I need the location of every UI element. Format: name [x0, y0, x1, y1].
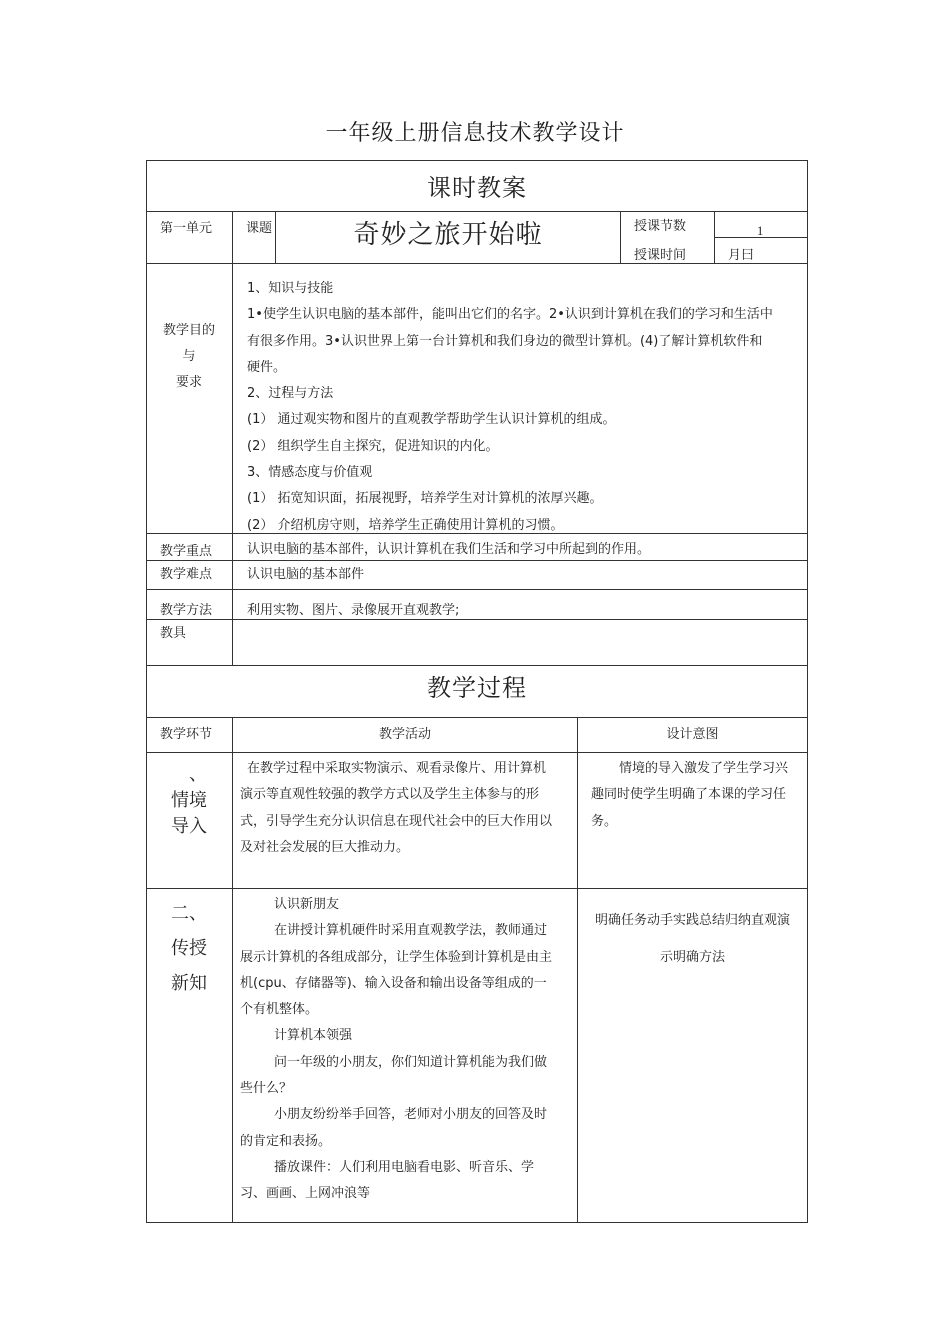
topic-label: 课题 [246, 221, 273, 236]
stage2-activity-line: 些什么？ [240, 1081, 293, 1097]
objectives-label-line3: 要求 [175, 375, 202, 390]
stage2-activity-line: 认识新朋友 [274, 897, 340, 912]
header-stage: 教学环节 [160, 727, 213, 742]
objectives-content [247, 276, 805, 539]
objectives-line: 有很多作用。3•认识世界上第一台计算机和我们身边的微型计算机。(4)了解计算机软件和 [247, 333, 763, 349]
rule-below-stage1 [146, 888, 808, 889]
col-divider-periods [714, 211, 715, 263]
objectives-line: (2） 介绍机房守则，培养学生正确使用计算机的习惯。 [247, 517, 564, 533]
key-point-label: 教学重点 [160, 544, 213, 559]
periods-label: 授课节数 [634, 219, 687, 234]
col-divider-stage [232, 717, 233, 1223]
stage2-activity-line: 问一年级的小朋友，你们知道计算机能为我们做 [274, 1054, 548, 1070]
stage1-activity [240, 756, 575, 861]
stage1-mark: 、 [189, 764, 207, 785]
rule-below-process-headers [146, 752, 808, 753]
stage2-activity-line: 的肯定和表扬。 [240, 1133, 332, 1149]
stage2-activity-line: 在讲授计算机硬件时采用直观教学法，教师通过 [274, 923, 548, 939]
objectives-line: (2） 组织学生自主探究，促进知识的内化。 [247, 438, 499, 454]
process-heading: 教学过程 [427, 674, 527, 702]
objectives-label [146, 318, 232, 396]
periods-value: 1 [757, 224, 764, 238]
stage2-name [146, 896, 232, 1001]
stage1-name-line2: 导入 [171, 816, 207, 837]
stage2-activity-line: 计算机本领强 [274, 1028, 353, 1044]
rule-below-heading [146, 211, 808, 212]
stage1-name [146, 762, 232, 840]
rule-top [146, 160, 808, 161]
stage2-activity-line: 机(cpu、存储器等)、输入设备和输出设备等组成的一 [240, 975, 547, 991]
stage1-activity-line: 演示等直观性较强的教学方式以及学生主体参与的形 [240, 787, 540, 803]
stage1-activity-line: 及对社会发展的巨大推动力。 [240, 839, 410, 855]
time-label: 授课时间 [634, 248, 687, 263]
stage2-intent-line: 示明确方法 [659, 950, 725, 965]
stage2-activity-line: 习、画画、上网冲浪等 [240, 1186, 371, 1202]
difficulty-label: 教学难点 [160, 567, 213, 582]
col-divider-topic [620, 211, 621, 263]
stage2-activity-line: 小朋友纷纷举手回答，老师对小朋友的回答及时 [274, 1107, 548, 1123]
stage1-activity-line: 式，引导学生充分认识信息在现代社会中的巨大作用以 [240, 813, 553, 829]
tools-label: 教具 [160, 626, 187, 641]
rule-bottom [146, 1222, 808, 1223]
method-value: 利用实物、图片、录像展开直观教学; [247, 603, 460, 618]
stage2-activity-line: 播放课件：人们利用电脑看电影、听音乐、学 [274, 1159, 535, 1175]
objectives-line: 3、情感态度与价值观 [247, 465, 373, 481]
stage2-activity-line: 展示计算机的各组成部分，让学生体验到计算机是由主 [240, 949, 553, 965]
stage1-activity-line: 在教学过程中采取实物演示、观看录像片、用计算机 [247, 761, 547, 776]
topic-title: 奇妙之旅开始啦 [353, 220, 543, 250]
objectives-label-line1: 教学目的 [162, 323, 215, 338]
stage2-activity-line: 个有机整体。 [240, 1002, 319, 1018]
stage1-name-line1: 情境 [171, 790, 207, 811]
objectives-line: (1） 通过观实物和图片的直观教学帮助学生认识计算机的组成。 [247, 412, 616, 428]
stage2-mark: 二、 [171, 903, 207, 924]
col-divider-label [232, 211, 233, 666]
stage2-activity [240, 892, 575, 1208]
objectives-line: 硬件。 [247, 359, 287, 375]
rule-below-tools [146, 665, 808, 666]
objectives-line: 1•使学生认识电脑的基本部件，能叫出它们的名字。2•认识到计算机在我们的学习和生活中 [247, 307, 773, 323]
stage1-intent-line: 务。 [591, 813, 618, 829]
rule-below-method [146, 619, 808, 620]
stage2-intent-line: 明确任务动手实践总结归纳直观演 [594, 913, 790, 928]
rule-below-info [146, 263, 808, 264]
time-value: 月曰 [728, 248, 755, 263]
stage2-name-line2: 新知 [171, 973, 207, 994]
lesson-plan-heading: 课时教案 [427, 174, 527, 202]
stage1-intent [591, 756, 805, 835]
objectives-line: 2、过程与方法 [247, 386, 334, 402]
method-label: 教学方法 [160, 603, 213, 618]
key-point-value: 认识电脑的基本部件，认识计算机在我们生活和学习中所起到的作用。 [247, 542, 651, 557]
stage1-intent-line: 趣同时使学生明确了本课的学习任 [591, 787, 787, 803]
header-activity: 教学活动 [378, 727, 431, 742]
stage1-intent-line: 情境的导入激发了学生学习兴 [619, 761, 789, 776]
unit-label: 第一单元 [160, 221, 213, 236]
objectives-label-line2: 与 [182, 349, 196, 364]
objectives-line: 1、知识与技能 [247, 281, 334, 296]
stage2-name-line1: 传授 [171, 938, 207, 959]
rule-below-difficulty [146, 589, 808, 590]
stage2-intent [578, 902, 807, 976]
objectives-line: (1） 拓宽知识面，拓展视野，培养学生对计算机的浓厚兴趣。 [247, 491, 603, 507]
rule-below-process-heading [146, 717, 808, 718]
header-intent: 设计意图 [666, 727, 719, 742]
difficulty-value: 认识电脑的基本部件 [247, 567, 365, 582]
document-title: 一年级上册信息技术教学设计 [325, 121, 625, 146]
